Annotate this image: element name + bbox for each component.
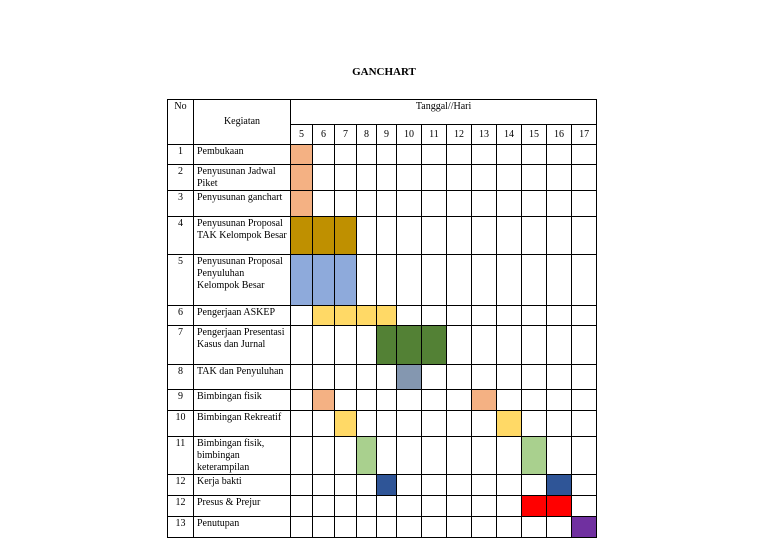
schedule-empty-cell	[357, 496, 377, 517]
schedule-empty-cell	[422, 517, 447, 538]
schedule-empty-cell	[497, 517, 522, 538]
day-header-8: 8	[357, 125, 377, 145]
row-number: 6	[168, 306, 194, 326]
day-header-5: 5	[291, 125, 313, 145]
schedule-empty-cell	[447, 517, 472, 538]
schedule-bar-cell	[522, 496, 547, 517]
schedule-empty-cell	[335, 365, 357, 390]
table-row	[168, 437, 597, 475]
table-row	[168, 411, 597, 437]
schedule-empty-cell	[472, 191, 497, 217]
activity-name: Penyusunan Proposal Penyuluhan Kelompok Besar	[194, 255, 291, 306]
schedule-bar-cell	[335, 255, 357, 306]
day-header-14: 14	[497, 125, 522, 145]
schedule-empty-cell	[497, 326, 522, 365]
schedule-empty-cell	[377, 165, 397, 191]
schedule-empty-cell	[572, 145, 597, 165]
schedule-empty-cell	[572, 496, 597, 517]
schedule-empty-cell	[397, 390, 422, 411]
schedule-empty-cell	[547, 437, 572, 475]
row-number: 2	[168, 165, 194, 191]
schedule-empty-cell	[422, 306, 447, 326]
schedule-empty-cell	[522, 145, 547, 165]
schedule-empty-cell	[422, 165, 447, 191]
schedule-empty-cell	[447, 475, 472, 496]
schedule-bar-cell	[291, 191, 313, 217]
schedule-empty-cell	[422, 365, 447, 390]
schedule-empty-cell	[422, 145, 447, 165]
schedule-empty-cell	[335, 517, 357, 538]
activity-name: Pengerjaan Presentasi Kasus dan Jurnal	[194, 326, 291, 365]
schedule-empty-cell	[472, 217, 497, 255]
schedule-empty-cell	[572, 365, 597, 390]
day-header-6: 6	[313, 125, 335, 145]
schedule-empty-cell	[422, 437, 447, 475]
day-header-9: 9	[377, 125, 397, 145]
schedule-empty-cell	[472, 411, 497, 437]
schedule-empty-cell	[291, 437, 313, 475]
schedule-bar-cell	[335, 411, 357, 437]
header-no: No	[168, 100, 194, 145]
schedule-empty-cell	[397, 306, 422, 326]
schedule-empty-cell	[397, 217, 422, 255]
schedule-empty-cell	[497, 475, 522, 496]
activity-name: Bimbingan fisik, bimbingan keterampilan	[194, 437, 291, 475]
schedule-bar-cell	[497, 411, 522, 437]
day-header-12: 12	[447, 125, 472, 145]
schedule-empty-cell	[422, 411, 447, 437]
schedule-empty-cell	[522, 217, 547, 255]
schedule-empty-cell	[547, 390, 572, 411]
gantt-table	[167, 99, 597, 538]
schedule-empty-cell	[447, 191, 472, 217]
row-number: 12	[168, 475, 194, 496]
schedule-empty-cell	[522, 255, 547, 306]
schedule-empty-cell	[422, 255, 447, 306]
schedule-empty-cell	[547, 411, 572, 437]
page-title: GANCHART	[352, 66, 416, 78]
day-header-7: 7	[335, 125, 357, 145]
schedule-empty-cell	[313, 145, 335, 165]
schedule-empty-cell	[472, 165, 497, 191]
gantt-body	[168, 145, 597, 538]
schedule-empty-cell	[377, 437, 397, 475]
schedule-empty-cell	[377, 145, 397, 165]
table-row	[168, 365, 597, 390]
schedule-bar-cell	[335, 306, 357, 326]
table-row	[168, 496, 597, 517]
schedule-empty-cell	[377, 496, 397, 517]
schedule-empty-cell	[522, 326, 547, 365]
schedule-empty-cell	[377, 255, 397, 306]
schedule-empty-cell	[447, 411, 472, 437]
schedule-empty-cell	[472, 326, 497, 365]
schedule-empty-cell	[313, 437, 335, 475]
activity-name: Penyusunan Jadwal Piket	[194, 165, 291, 191]
schedule-empty-cell	[522, 475, 547, 496]
schedule-empty-cell	[357, 191, 377, 217]
day-header-16: 16	[547, 125, 572, 145]
schedule-empty-cell	[547, 165, 572, 191]
activity-name: Bimbingan fisik	[194, 390, 291, 411]
schedule-empty-cell	[447, 217, 472, 255]
schedule-empty-cell	[522, 390, 547, 411]
schedule-empty-cell	[335, 437, 357, 475]
schedule-empty-cell	[472, 437, 497, 475]
schedule-bar-cell	[397, 326, 422, 365]
schedule-empty-cell	[377, 390, 397, 411]
schedule-empty-cell	[447, 326, 472, 365]
schedule-empty-cell	[335, 475, 357, 496]
table-row	[168, 255, 597, 306]
schedule-bar-cell	[291, 217, 313, 255]
table-row	[168, 191, 597, 217]
activity-name: Kerja bakti	[194, 475, 291, 496]
schedule-empty-cell	[472, 517, 497, 538]
schedule-empty-cell	[572, 306, 597, 326]
schedule-bar-cell	[377, 306, 397, 326]
schedule-bar-cell	[422, 326, 447, 365]
schedule-empty-cell	[572, 411, 597, 437]
day-header-17: 17	[572, 125, 597, 145]
schedule-empty-cell	[291, 517, 313, 538]
schedule-empty-cell	[397, 255, 422, 306]
schedule-bar-cell	[291, 145, 313, 165]
schedule-bar-cell	[547, 496, 572, 517]
schedule-empty-cell	[547, 191, 572, 217]
table-row	[168, 326, 597, 365]
schedule-empty-cell	[377, 517, 397, 538]
schedule-empty-cell	[422, 475, 447, 496]
schedule-empty-cell	[397, 145, 422, 165]
schedule-empty-cell	[335, 145, 357, 165]
day-header-11: 11	[422, 125, 447, 145]
row-number: 8	[168, 365, 194, 390]
table-row	[168, 390, 597, 411]
schedule-empty-cell	[357, 326, 377, 365]
row-number: 10	[168, 411, 194, 437]
row-number: 13	[168, 517, 194, 538]
schedule-bar-cell	[547, 475, 572, 496]
schedule-empty-cell	[357, 390, 377, 411]
schedule-empty-cell	[497, 496, 522, 517]
row-number: 5	[168, 255, 194, 306]
table-row	[168, 475, 597, 496]
schedule-empty-cell	[291, 365, 313, 390]
table-row	[168, 145, 597, 165]
schedule-empty-cell	[335, 191, 357, 217]
schedule-empty-cell	[472, 475, 497, 496]
schedule-empty-cell	[291, 326, 313, 365]
schedule-empty-cell	[522, 517, 547, 538]
schedule-empty-cell	[422, 390, 447, 411]
schedule-empty-cell	[357, 517, 377, 538]
schedule-empty-cell	[291, 306, 313, 326]
row-number: 3	[168, 191, 194, 217]
schedule-bar-cell	[377, 475, 397, 496]
schedule-empty-cell	[572, 165, 597, 191]
header-activity: Kegiatan	[194, 100, 291, 145]
schedule-empty-cell	[357, 165, 377, 191]
table-row	[168, 306, 597, 326]
schedule-empty-cell	[313, 475, 335, 496]
row-number: 11	[168, 437, 194, 475]
schedule-empty-cell	[547, 306, 572, 326]
schedule-bar-cell	[291, 165, 313, 191]
schedule-empty-cell	[291, 496, 313, 517]
activity-name: Penyusunan Proposal TAK Kelompok Besar	[194, 217, 291, 255]
day-header-10: 10	[397, 125, 422, 145]
day-header-15: 15	[522, 125, 547, 145]
schedule-empty-cell	[291, 411, 313, 437]
header-date-group: Tanggal//Hari	[291, 100, 597, 125]
schedule-empty-cell	[547, 326, 572, 365]
schedule-empty-cell	[357, 145, 377, 165]
schedule-empty-cell	[447, 145, 472, 165]
schedule-empty-cell	[422, 496, 447, 517]
schedule-empty-cell	[335, 390, 357, 411]
schedule-empty-cell	[572, 191, 597, 217]
schedule-bar-cell	[291, 255, 313, 306]
schedule-bar-cell	[335, 217, 357, 255]
schedule-empty-cell	[422, 191, 447, 217]
schedule-empty-cell	[357, 475, 377, 496]
schedule-empty-cell	[547, 255, 572, 306]
row-number: 7	[168, 326, 194, 365]
schedule-empty-cell	[357, 255, 377, 306]
row-number: 9	[168, 390, 194, 411]
schedule-empty-cell	[572, 217, 597, 255]
schedule-empty-cell	[472, 496, 497, 517]
activity-name: Pengerjaan ASKEP	[194, 306, 291, 326]
schedule-empty-cell	[313, 165, 335, 191]
schedule-empty-cell	[447, 390, 472, 411]
schedule-empty-cell	[497, 390, 522, 411]
schedule-empty-cell	[313, 517, 335, 538]
schedule-empty-cell	[335, 496, 357, 517]
schedule-empty-cell	[313, 326, 335, 365]
schedule-empty-cell	[313, 365, 335, 390]
schedule-empty-cell	[522, 365, 547, 390]
schedule-empty-cell	[522, 191, 547, 217]
table-row	[168, 165, 597, 191]
schedule-empty-cell	[472, 306, 497, 326]
schedule-empty-cell	[522, 411, 547, 437]
schedule-empty-cell	[447, 306, 472, 326]
schedule-empty-cell	[497, 306, 522, 326]
schedule-bar-cell	[313, 390, 335, 411]
schedule-bar-cell	[313, 306, 335, 326]
schedule-empty-cell	[397, 191, 422, 217]
row-number: 12	[168, 496, 194, 517]
activity-name: Pembukaan	[194, 145, 291, 165]
schedule-empty-cell	[335, 165, 357, 191]
table-row	[168, 217, 597, 255]
schedule-empty-cell	[397, 496, 422, 517]
schedule-empty-cell	[497, 437, 522, 475]
schedule-empty-cell	[497, 191, 522, 217]
schedule-bar-cell	[313, 217, 335, 255]
schedule-empty-cell	[547, 365, 572, 390]
schedule-empty-cell	[447, 496, 472, 517]
schedule-empty-cell	[447, 255, 472, 306]
schedule-empty-cell	[313, 191, 335, 217]
schedule-empty-cell	[397, 165, 422, 191]
schedule-empty-cell	[572, 390, 597, 411]
schedule-empty-cell	[397, 437, 422, 475]
schedule-bar-cell	[313, 255, 335, 306]
schedule-empty-cell	[572, 437, 597, 475]
activity-name: Penutupan	[194, 517, 291, 538]
schedule-empty-cell	[397, 517, 422, 538]
schedule-empty-cell	[472, 255, 497, 306]
schedule-empty-cell	[547, 145, 572, 165]
row-number: 4	[168, 217, 194, 255]
schedule-empty-cell	[497, 255, 522, 306]
schedule-empty-cell	[522, 165, 547, 191]
schedule-empty-cell	[377, 191, 397, 217]
schedule-empty-cell	[357, 217, 377, 255]
schedule-empty-cell	[377, 217, 397, 255]
schedule-empty-cell	[377, 411, 397, 437]
schedule-empty-cell	[447, 365, 472, 390]
row-number: 1	[168, 145, 194, 165]
schedule-bar-cell	[397, 365, 422, 390]
schedule-empty-cell	[291, 475, 313, 496]
activity-name: TAK dan Penyuluhan	[194, 365, 291, 390]
schedule-empty-cell	[497, 165, 522, 191]
schedule-empty-cell	[572, 475, 597, 496]
table-row	[168, 517, 597, 538]
schedule-empty-cell	[335, 326, 357, 365]
schedule-bar-cell	[522, 437, 547, 475]
schedule-bar-cell	[472, 390, 497, 411]
schedule-empty-cell	[357, 365, 377, 390]
schedule-empty-cell	[447, 437, 472, 475]
schedule-empty-cell	[497, 365, 522, 390]
header-row	[168, 100, 597, 125]
schedule-empty-cell	[572, 255, 597, 306]
schedule-empty-cell	[377, 365, 397, 390]
schedule-empty-cell	[547, 217, 572, 255]
activity-name: Presus & Prejur	[194, 496, 291, 517]
schedule-empty-cell	[422, 217, 447, 255]
schedule-empty-cell	[472, 365, 497, 390]
schedule-empty-cell	[397, 411, 422, 437]
schedule-bar-cell	[572, 517, 597, 538]
schedule-empty-cell	[572, 326, 597, 365]
activity-name: Penyusunan ganchart	[194, 191, 291, 217]
schedule-empty-cell	[313, 411, 335, 437]
schedule-empty-cell	[472, 145, 497, 165]
activity-name: Bimbingan Rekreatif	[194, 411, 291, 437]
schedule-empty-cell	[313, 496, 335, 517]
schedule-bar-cell	[357, 306, 377, 326]
schedule-bar-cell	[357, 437, 377, 475]
schedule-empty-cell	[497, 217, 522, 255]
day-header-13: 13	[472, 125, 497, 145]
schedule-empty-cell	[497, 145, 522, 165]
schedule-empty-cell	[291, 390, 313, 411]
schedule-empty-cell	[397, 475, 422, 496]
schedule-empty-cell	[547, 517, 572, 538]
schedule-bar-cell	[377, 326, 397, 365]
schedule-empty-cell	[522, 306, 547, 326]
schedule-empty-cell	[357, 411, 377, 437]
schedule-empty-cell	[447, 165, 472, 191]
